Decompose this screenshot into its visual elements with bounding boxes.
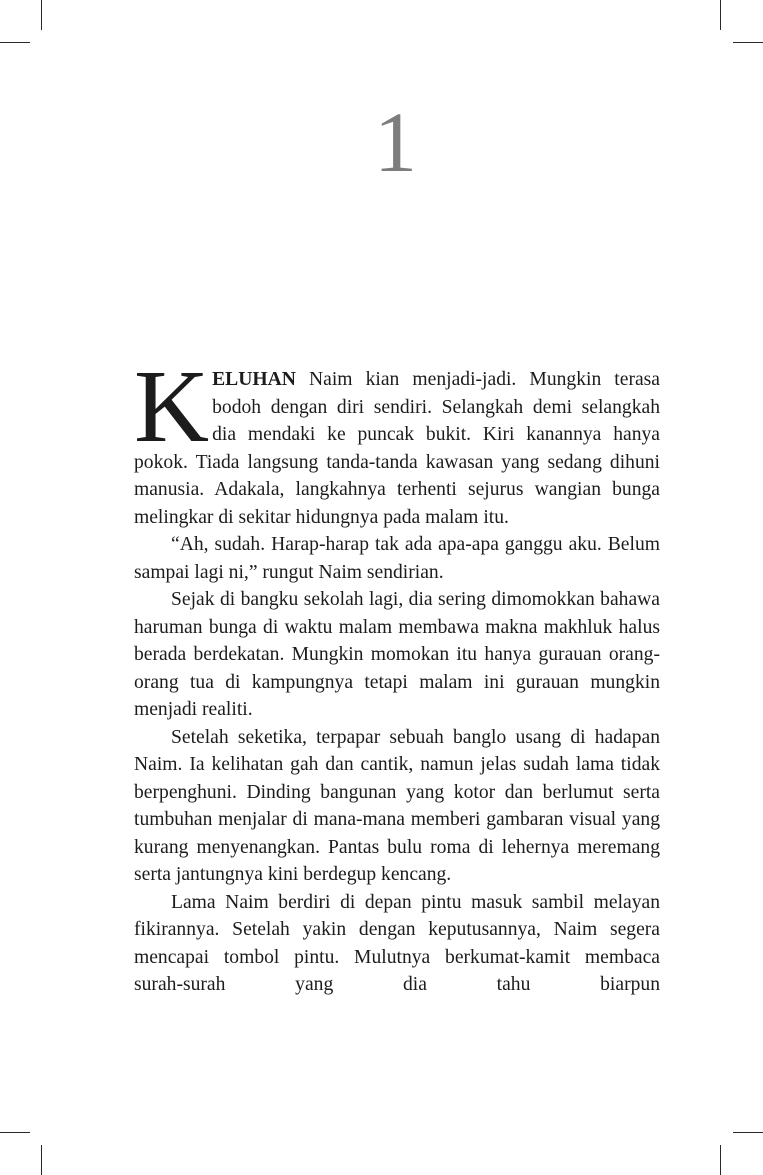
- crop-mark-top-right-horizontal: [733, 42, 763, 43]
- crop-mark-top-left-horizontal: [0, 42, 30, 43]
- chapter-number: 1: [374, 94, 417, 190]
- crop-mark-top-right-vertical: [720, 0, 721, 30]
- lead-word: ELUHAN: [212, 369, 296, 390]
- opening-paragraph: [134, 349, 660, 531]
- paragraph: Setelah seketika, terpapar sebuah banglo usang di hadapan Naim. Ia kelihatan gah dan cantik, namun jelas sudah lama tidak berpenghuni. Dinding bangunan yang kotor dan berlumut serta tumbuhan menjalar di mana-mana memberi gambaran visual yang kurang menyenangkan. Pantas bulu roma di lehernya meremang serta jantungnya kini berdegup kencang.: [134, 726, 660, 885]
- paragraph: “Ah, sudah. Harap-harap tak ada apa-apa ganggu aku. Belum sampai lagi ni,” rungut Naim sendirian.: [134, 534, 660, 583]
- paragraph-text: Naim kian menjadi-jadi. Mungkin terasa bodoh dengan diri sendiri. Selangkah demi selangkah dia mendaki ke puncak bukit. Kiri kanannya hanya pokok. Tiada langsung tanda-tanda kawasan yang sedang dihuni manusia. Adakala, langkahnya terhenti sejurus wangian bunga melingkar di sekitar hidungnya pada malam itu.: [134, 369, 660, 528]
- crop-mark-bottom-right-vertical: [720, 1145, 721, 1175]
- crop-mark-bottom-left-horizontal: [0, 1132, 30, 1133]
- crop-mark-bottom-right-horizontal: [733, 1132, 763, 1133]
- paragraph: Lama Naim berdiri di depan pintu masuk sambil melayan fikirannya. Setelah yakin dengan keputusannya, Naim segera mencapai tombol pintu. Mulutnya berkumat-kamit membaca surah-surah yang dia tahu biarpun: [134, 891, 660, 995]
- paragraph: Sejak di bangku sekolah lagi, dia sering dimomokkan bahawa haruman bunga di waktu malam membawa makna makhluk halus berada berdekatan. Mungkin momokan itu hanya gurauan orang-orang tua di kampungnya tetapi malam ini gurauan mungkin menjadi realiti.: [134, 589, 660, 720]
- crop-mark-bottom-left-vertical: [41, 1145, 42, 1175]
- chapter-body: [134, 349, 660, 999]
- crop-mark-top-left-vertical: [41, 0, 42, 30]
- drop-cap: K: [134, 349, 210, 464]
